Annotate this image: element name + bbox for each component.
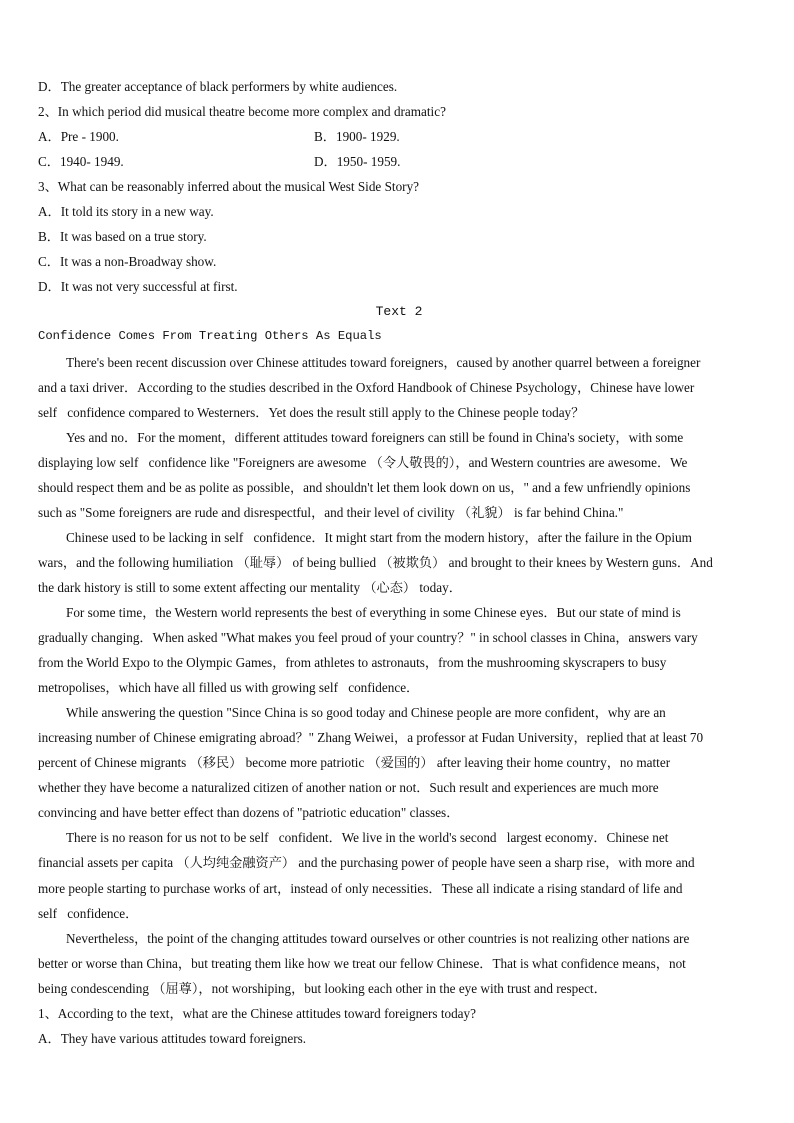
paragraph-line: increasing number of Chinese emigrating abroad？" Zhang Weiwei，a professor at Fudan University，replied that at least 70	[38, 730, 704, 746]
paragraph-line: There's been recent discussion over Chinese attitudes toward foreigners，caused by another quarrel between a foreigner	[66, 354, 701, 370]
paragraph-line: Chinese used to be lacking in self􀀀confidence．It might start from the modern history，after the failure in the Opium	[66, 529, 692, 545]
q2-option-c: C．1940- 1949.	[38, 154, 124, 170]
paragraph-6	[38, 825, 760, 925]
paragraph-2	[38, 425, 760, 525]
paragraph-1	[38, 350, 760, 425]
q3-option-b: B．It was based on a true story.	[38, 229, 207, 245]
section-label: Text 2	[375, 304, 423, 320]
paragraph-7	[38, 926, 760, 1001]
paragraph-line: whether they have become a naturalized citizen of another nation or not．Such result and experiences are much more	[38, 780, 659, 796]
paragraph-line: and a taxi driver．According to the studies described in the Oxford Handbook of Chinese Psychology，Chinese have lower	[38, 379, 695, 395]
paragraph-line: self􀀀confidence compared to Westerners．Yet does the result still apply to the Chinese people today？	[38, 404, 585, 420]
q2-option-a: A．Pre - 1900.	[38, 129, 119, 145]
q2-options-row-2	[38, 149, 760, 174]
paragraph-3	[38, 525, 760, 600]
q3-stem: 3、What can be reasonably inferred about the musical West Side Story?	[38, 179, 420, 195]
paragraph-line: percent of Chinese migrants （移民） become more patriotic （爱国的） after leaving their home country，no matter	[38, 755, 671, 771]
paragraph-4	[38, 600, 760, 700]
paragraph-line: should respect them and be as polite as possible，and shouldn't let them look down on us，" and a few unfriendly opinions	[38, 479, 691, 495]
q2-option-b: B．1900- 1929.	[314, 129, 400, 145]
q3-option-a: A．It told its story in a new way.	[38, 204, 214, 220]
paragraph-line: self􀀀confidence．	[38, 905, 139, 921]
paragraph-line: financial assets per capita （人均纯金融资产） and the purchasing power of people have seen a sharp rise，with more and	[38, 855, 695, 871]
q3-option-c: C．It was a non-Broadway show.	[38, 254, 217, 270]
paragraph-line: more people starting to purchase works of art，instead of only necessities．These all indicate a rising standard of life and	[38, 880, 683, 896]
paragraph-line: convincing and have better effect than dozens of "patriotic education" classes．	[38, 805, 460, 821]
paragraph-line: displaying low self􀀀confidence like "Foreigners are awesome （令人敬畏的），and Western countries are awesome．We	[38, 454, 688, 470]
document-page	[38, 74, 760, 1051]
q2-options-row-1	[38, 124, 760, 149]
paragraph-line: For some time，the Western world represents the best of everything in some Chinese eyes．But our state of mind is	[66, 604, 681, 620]
paragraph-5	[38, 700, 760, 825]
paragraph-line: metropolises，which have all filled us with growing self􀀀confidence．	[38, 680, 420, 696]
paragraph-line: from the World Expo to the Olympic Games，from athletes to astronauts，from the mushrooming skyscrapers to busy	[38, 655, 667, 671]
text2-q1-option-a: A．They have various attitudes toward foreigners.	[38, 1030, 307, 1046]
paragraph-line: While answering the question "Since China is so good today and Chinese people are more confident，why are an	[66, 705, 666, 721]
paragraph-line: There is no reason for us not to be self􀀀confident．We live in the world's second􀀀largest economy．Chinese net	[66, 830, 669, 846]
q2-option-d: D．1950- 1959.	[314, 154, 401, 170]
paragraph-line: gradually changing．When asked "What makes you feel proud of your country？" in school classes in China，answers vary	[38, 630, 698, 646]
paragraph-line: the dark history is still to some extent affecting our mentality （心态） today．	[38, 579, 462, 595]
paragraph-line: Yes and no．For the moment，different attitudes toward foreigners can still be found in China's society，with some	[66, 429, 684, 445]
q1-option-d: D．The greater acceptance of black performers by white audiences.	[38, 79, 398, 94]
article-title: Confidence Comes From Treating Others As Equals	[38, 329, 382, 344]
article-body	[38, 350, 760, 1001]
paragraph-line: such as "Some foreigners are rude and disrespectful，and their level of civility （礼貌） is far behind China."	[38, 504, 624, 520]
q2-stem: 2、In which period did musical theatre become more complex and dramatic?	[38, 104, 446, 120]
text2-q1-stem: 1、According to the text，what are the Chinese attitudes toward foreigners today?	[38, 1005, 476, 1021]
q3-option-d: D．It was not very successful at first.	[38, 279, 238, 295]
paragraph-line: Nevertheless，the point of the changing attitudes toward ourselves or other countries is not realizing other nations are	[66, 930, 690, 946]
paragraph-line: wars，and the following humiliation （耻辱） of being bullied （被欺负） and brought to their knees by Western guns．And	[38, 554, 713, 570]
paragraph-line: better or worse than China，but treating them like how we treat our fellow Chinese．That is what confidence means，not	[38, 955, 686, 971]
paragraph-line: being condescending （屈尊），not worshiping，but looking each other in the eye with trust and respect．	[38, 980, 607, 996]
